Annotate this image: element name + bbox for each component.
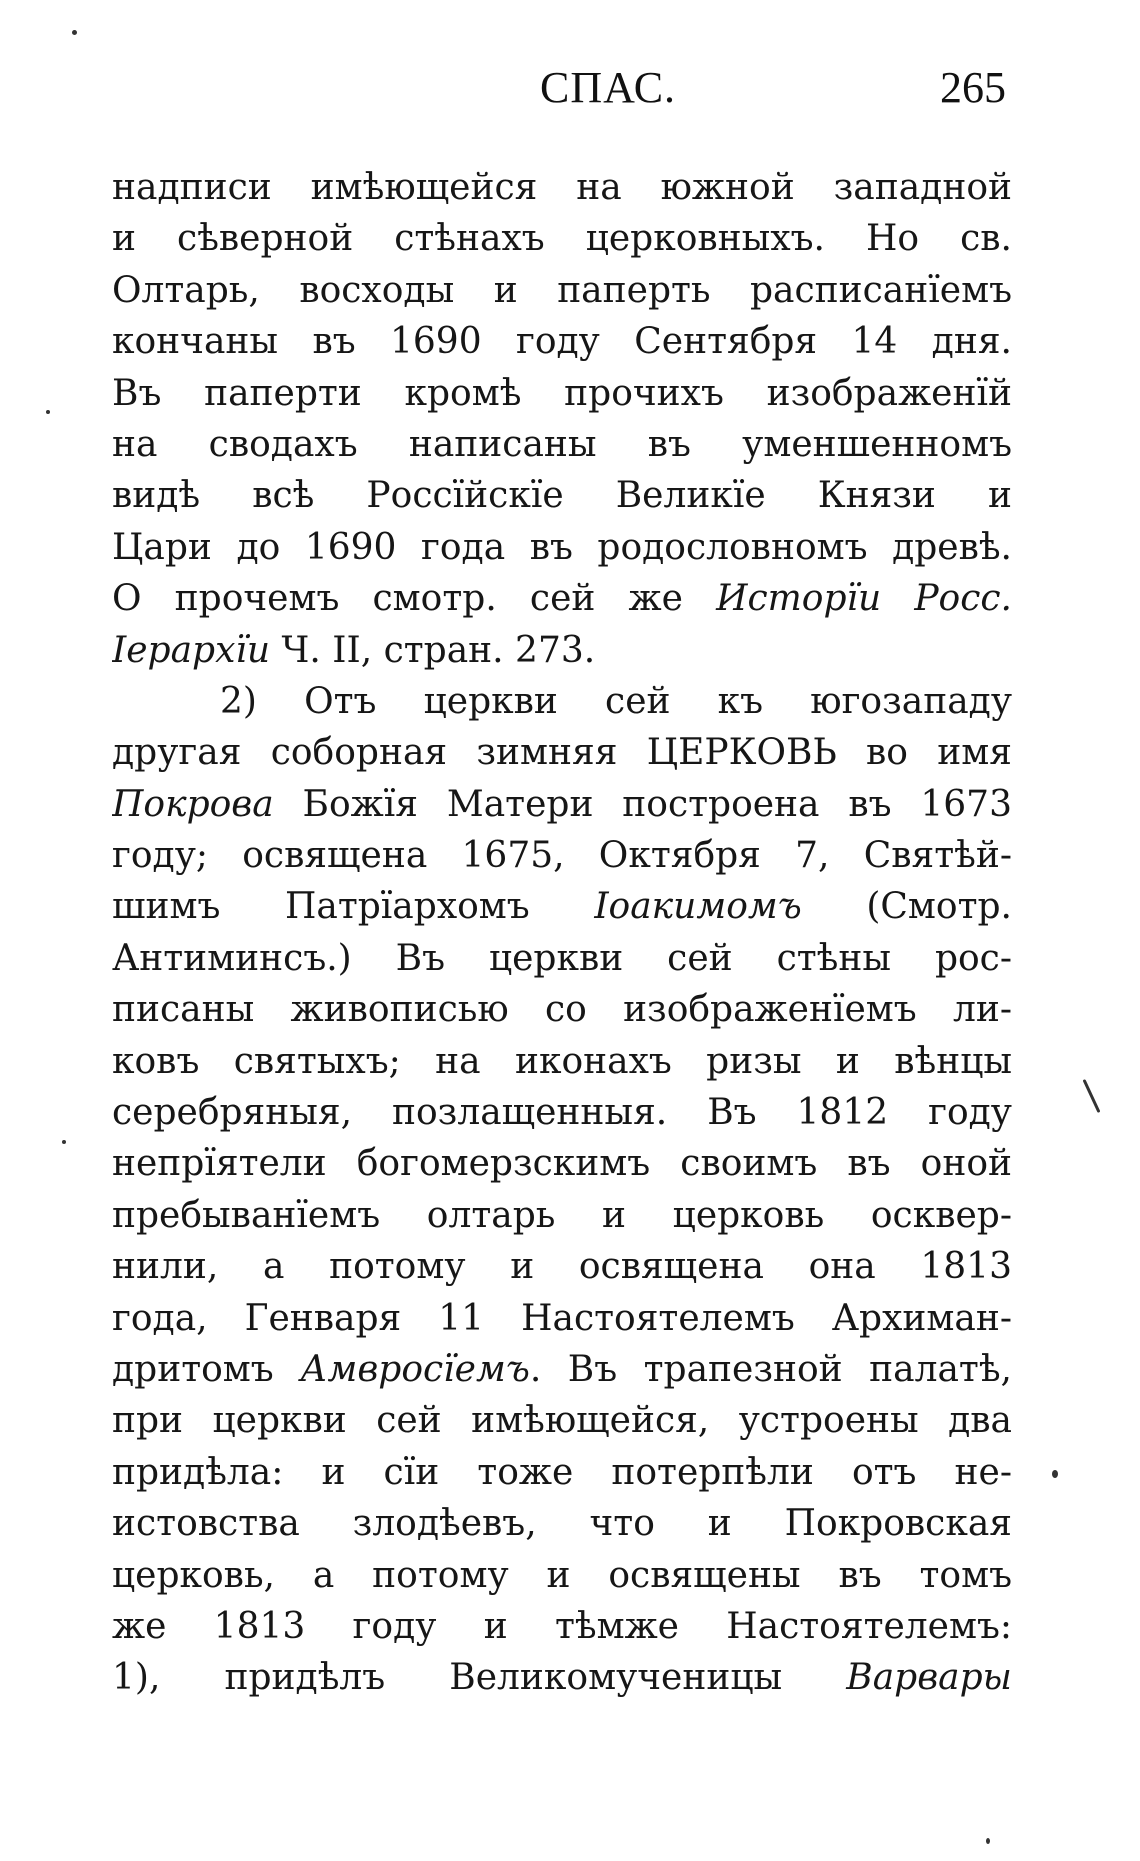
italic-title: Iерархїи	[112, 629, 271, 671]
text-line: года, Генваря 11 Настоятелемъ Архиман-	[112, 1297, 1012, 1339]
text-run: Божїя Матери построена въ 1673	[273, 783, 1012, 825]
text-run: дритомъ	[112, 1348, 301, 1390]
text-run: (Смотр.	[801, 886, 1012, 928]
text-line: кончаны въ 1690 году Сентября 14 дня.	[112, 321, 1012, 363]
text-run: Ч. II, стран. 273.	[270, 629, 596, 671]
text-line	[112, 1344, 1012, 1395]
text-line: Цари до 1690 года въ родословномъ древѣ.	[112, 526, 1012, 568]
text-line: пребыванїемъ олтарь и церковь осквер-	[112, 1194, 1012, 1236]
scan-speck	[986, 1838, 990, 1844]
text-line: истовства злодѣевъ, что и Покровская	[112, 1503, 1012, 1545]
text-line: придѣла: и сїи тоже потерпѣли отъ не-	[112, 1451, 1012, 1493]
text-line: Антиминсъ.) Въ церкви сей стѣны рос-	[112, 937, 1012, 979]
text-line: при церкви сей имѣющейся, устроены два	[112, 1400, 1012, 1442]
paragraph-start-line: 2) Отъ церкви сей къ югозападу	[220, 680, 1012, 722]
text-line: нили, а потому и освящена она 1813	[112, 1246, 1012, 1288]
text-line: серебряныя, позлащенныя. Въ 1812 году	[112, 1092, 1012, 1134]
text-line: церковь, а потому и освящены въ томъ	[112, 1554, 1012, 1596]
text-run: . Въ трапезной палатѣ,	[529, 1348, 1012, 1390]
text-line	[112, 779, 1012, 830]
text-line: году; освящена 1675, Октября 7, Святѣй-	[112, 835, 1012, 877]
text-line: Олтарь, восходы и паперть расписанїемъ	[112, 269, 1012, 311]
scan-speck	[72, 30, 77, 35]
scan-speck	[62, 1140, 66, 1144]
text-line: другая соборная зимняя ЦЕРКОВЬ во имя	[112, 732, 1012, 774]
text-run: О прочемъ смотр. сей же	[112, 578, 717, 620]
text-line: непрїятели богомерзскимъ своимъ въ оной	[112, 1143, 1012, 1185]
running-head-title: СПАС.	[540, 63, 677, 112]
text-line	[112, 881, 1012, 932]
text-line: видѣ всѣ Россїйскїе Великїе Князи и	[112, 475, 1012, 517]
text-line: ковъ святыхъ; на иконахъ ризы и вѣнцы	[112, 1040, 1012, 1082]
text-line: писаны живописью со изображенїемъ ли-	[112, 989, 1012, 1031]
text-line	[112, 573, 1012, 624]
text-line	[112, 625, 1012, 676]
text-line: же 1813 году и тѣмже Настоятелемъ:	[112, 1605, 1012, 1647]
text-line: надписи имѣющейся на южной западной	[112, 167, 1012, 208]
italic-name: Покрова	[112, 783, 274, 825]
running-head	[0, 62, 1140, 122]
italic-name: Амвросїемъ	[300, 1348, 530, 1390]
body-text	[112, 162, 1012, 1704]
scan-speck	[1052, 1470, 1058, 1478]
text-line	[112, 1652, 1012, 1703]
italic-catchword: Варвары	[846, 1657, 1012, 1699]
scan-speck	[1083, 1079, 1101, 1113]
text-line: Въ паперти кромѣ прочихъ изображенїй	[112, 372, 1012, 414]
italic-name: Iоакимомъ	[594, 886, 802, 928]
scan-speck	[46, 410, 50, 414]
text-run: 1), придѣлъ Великомученицы	[112, 1657, 847, 1699]
italic-title: Исторїи Росс.	[716, 578, 1012, 620]
text-line: на сводахъ написаны въ уменшенномъ	[112, 423, 1012, 465]
page-number: 265	[940, 63, 1006, 112]
text-run: шимъ Патрїархомъ	[112, 886, 595, 928]
text-line: и сѣверной стѣнахъ церковныхъ. Но св.	[112, 218, 1012, 260]
